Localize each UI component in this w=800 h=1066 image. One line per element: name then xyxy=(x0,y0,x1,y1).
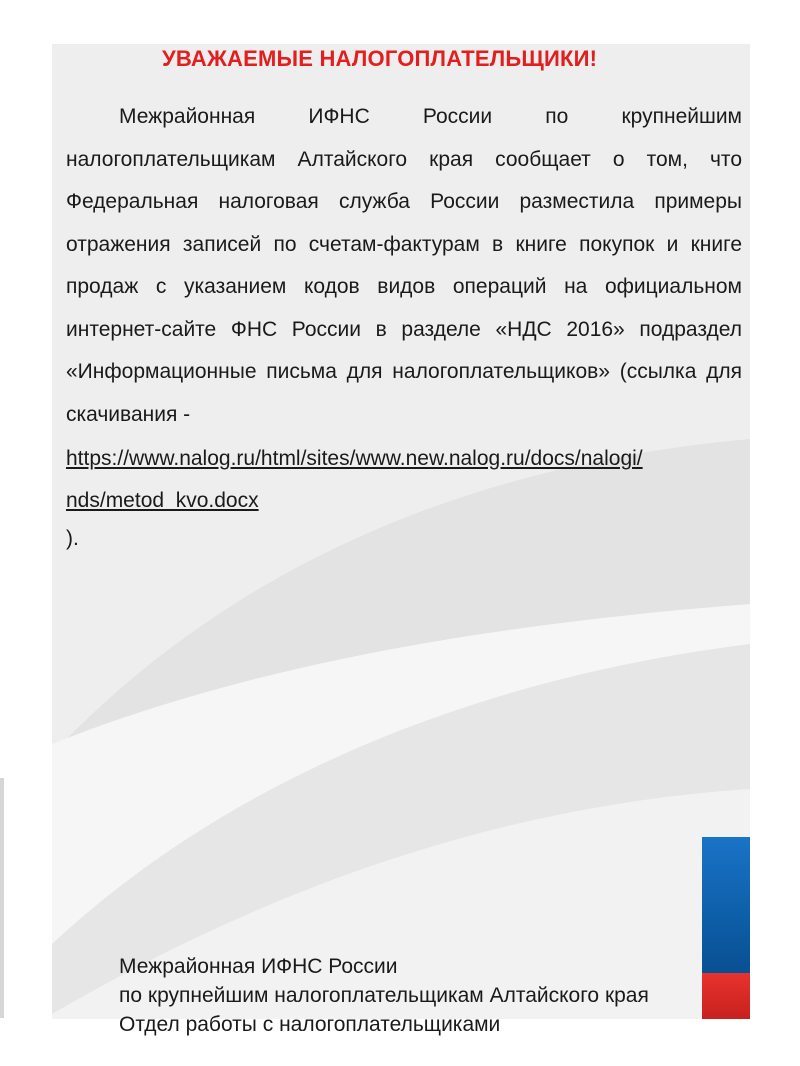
footer-line-3: Отдел работы с налогоплательщиками xyxy=(119,1013,501,1036)
flag-red-stripe xyxy=(702,973,750,1019)
download-link-line-1[interactable]: https://www.nalog.ru/html/sites/www.new.nalog.ru/docs/nalogi/ xyxy=(66,447,643,470)
flag-blue-stripe xyxy=(702,837,750,973)
page-title: УВАЖАЕМЫЕ НАЛОГОПЛАТЕЛЬЩИКИ! xyxy=(162,46,598,71)
footer-signature xyxy=(119,952,649,1039)
closing-parenthesis: ). xyxy=(66,527,79,550)
footer-line-2: по крупнейшим налогоплательщикам Алтайского края xyxy=(119,984,649,1007)
body-paragraph: Межрайонная ИФНС России по крупнейшим налогоплательщикам Алтайского края сообщает о том, что Федеральная налоговая служба России разместила примеры отражения записей по счетам-фактурам в книге покупок и книге продаж с указанием кодов видов операций на официальном интернет-сайте ФНС России в разделе «НДС 2016» подраздел «Информационные письма для налогоплательщиков» (ссылка для скачивания - xyxy=(66,105,742,426)
download-link-line-2[interactable]: nds/metod_kvo.docx xyxy=(66,489,259,512)
footer-line-1: Межрайонная ИФНС России xyxy=(119,955,398,978)
left-edge-mark xyxy=(0,778,4,1018)
